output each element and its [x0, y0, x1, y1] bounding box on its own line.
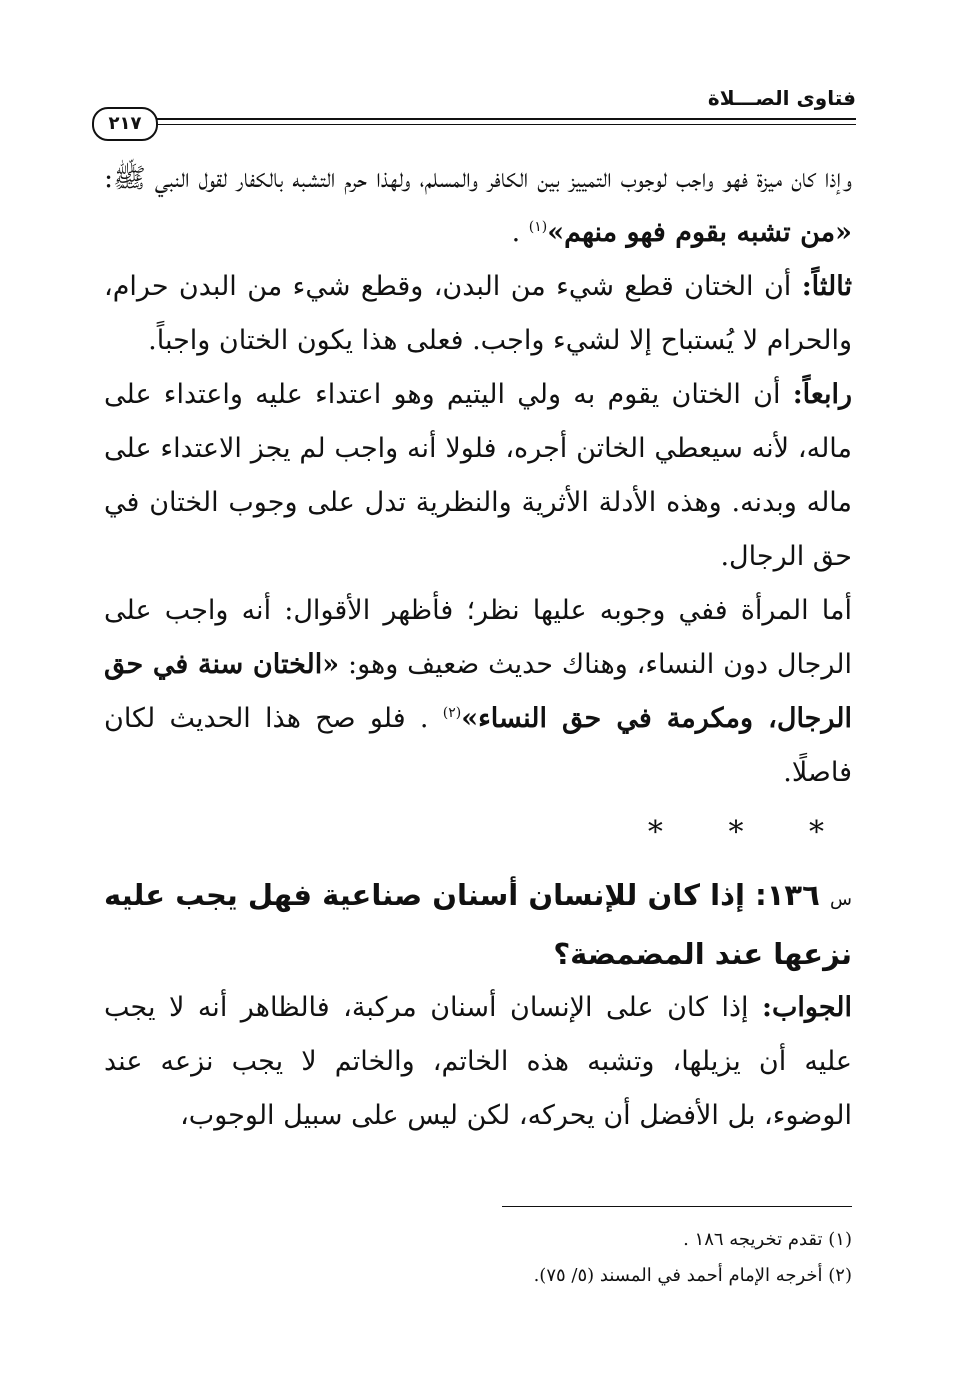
question-text: : إذا كان للإنسان أسنان صناعية فهل يجب عليه نزعها عند المضمضة؟ [104, 878, 852, 971]
answer-text: إذا كان على الإنسان أسنان مركبة، فالظاهر أنه لا يجب عليه أن يزيلها، وتشبه هذه الخاتم، والخاتم لا يجب نزعه عند الوضوء، بل الأفضل أن يحركه، لكن ليس على سبيل الوجوب، [104, 992, 852, 1131]
section-separator: * * * [647, 815, 852, 850]
paragraph-text: أن الختان يقوم به ولي اليتيم وهو اعتداء عليه واعتداء على ماله، لأنه سيعطي الخاتن أجره، فلولا أنه واجب لم يجز الاعتداء على ماله وبدنه. وهذه الأدلة الأثرية والنظرية تدل على وجوب الختان في حق الرجال. [104, 379, 852, 572]
header-rule-thin [150, 124, 856, 125]
point-label: رابعاً: [792, 379, 852, 410]
page-number: ٢١٧ [92, 107, 158, 141]
footnote-ref: (١) [528, 219, 548, 235]
paragraph-1 [104, 152, 852, 260]
point-label: ثالثاً: [801, 271, 852, 302]
footnotes [104, 1222, 852, 1294]
answer-label: الجواب: [762, 992, 852, 1023]
paragraph-text: وإذا كان ميزة فهو واجب لوجوب التمييز بين الكافر والمسلم، ولهذا حرم التشبه بالكفار لقول النبي ﷺ: [104, 163, 852, 194]
paragraph-text: أن الختان قطع شيء من البدن، وقطع شيء من البدن حرام، والحرام لا يُستباح إلا لشيء واجب. فعلى هذا يكون الختان واجباً. [104, 271, 852, 356]
footnote-ref: (٢) [442, 705, 462, 721]
footnote-1: (١) تقدم تخريجه ١٨٦ . [683, 1229, 852, 1250]
main-text [104, 152, 852, 1143]
question-heading [104, 868, 852, 981]
footnote-2: (٢) أخرجه الإمام أحمد في المسند (٥/ ٧٥). [533, 1265, 852, 1286]
running-title: فتاوى الصـــلاة [707, 86, 856, 110]
paragraph-3 [104, 368, 852, 584]
hadith-quote: «الختان سنة في حق الرجال، ومكرمة في حق النساء» [104, 649, 852, 734]
header-rule [150, 118, 856, 120]
paragraph-end: . فلو صح هذا الحديث لكان فاصلًا. [104, 703, 852, 788]
question-marker: س [830, 889, 852, 910]
footnote-rule [502, 1206, 852, 1207]
question-number: ١٣٦ [766, 878, 820, 912]
paragraph-text: أما المرأة ففي وجوبه عليها نظر؛ فأظهر الأقوال: أنه واجب على الرجال دون النساء، وهناك حديث ضعيف وهو: [104, 595, 852, 680]
hadith-quote: «من تشبه بقوم فهو منهم» [547, 217, 852, 248]
paragraph-end: . [511, 217, 529, 248]
answer-paragraph [104, 981, 852, 1143]
paragraph-4 [104, 584, 852, 800]
paragraph-2 [104, 260, 852, 368]
